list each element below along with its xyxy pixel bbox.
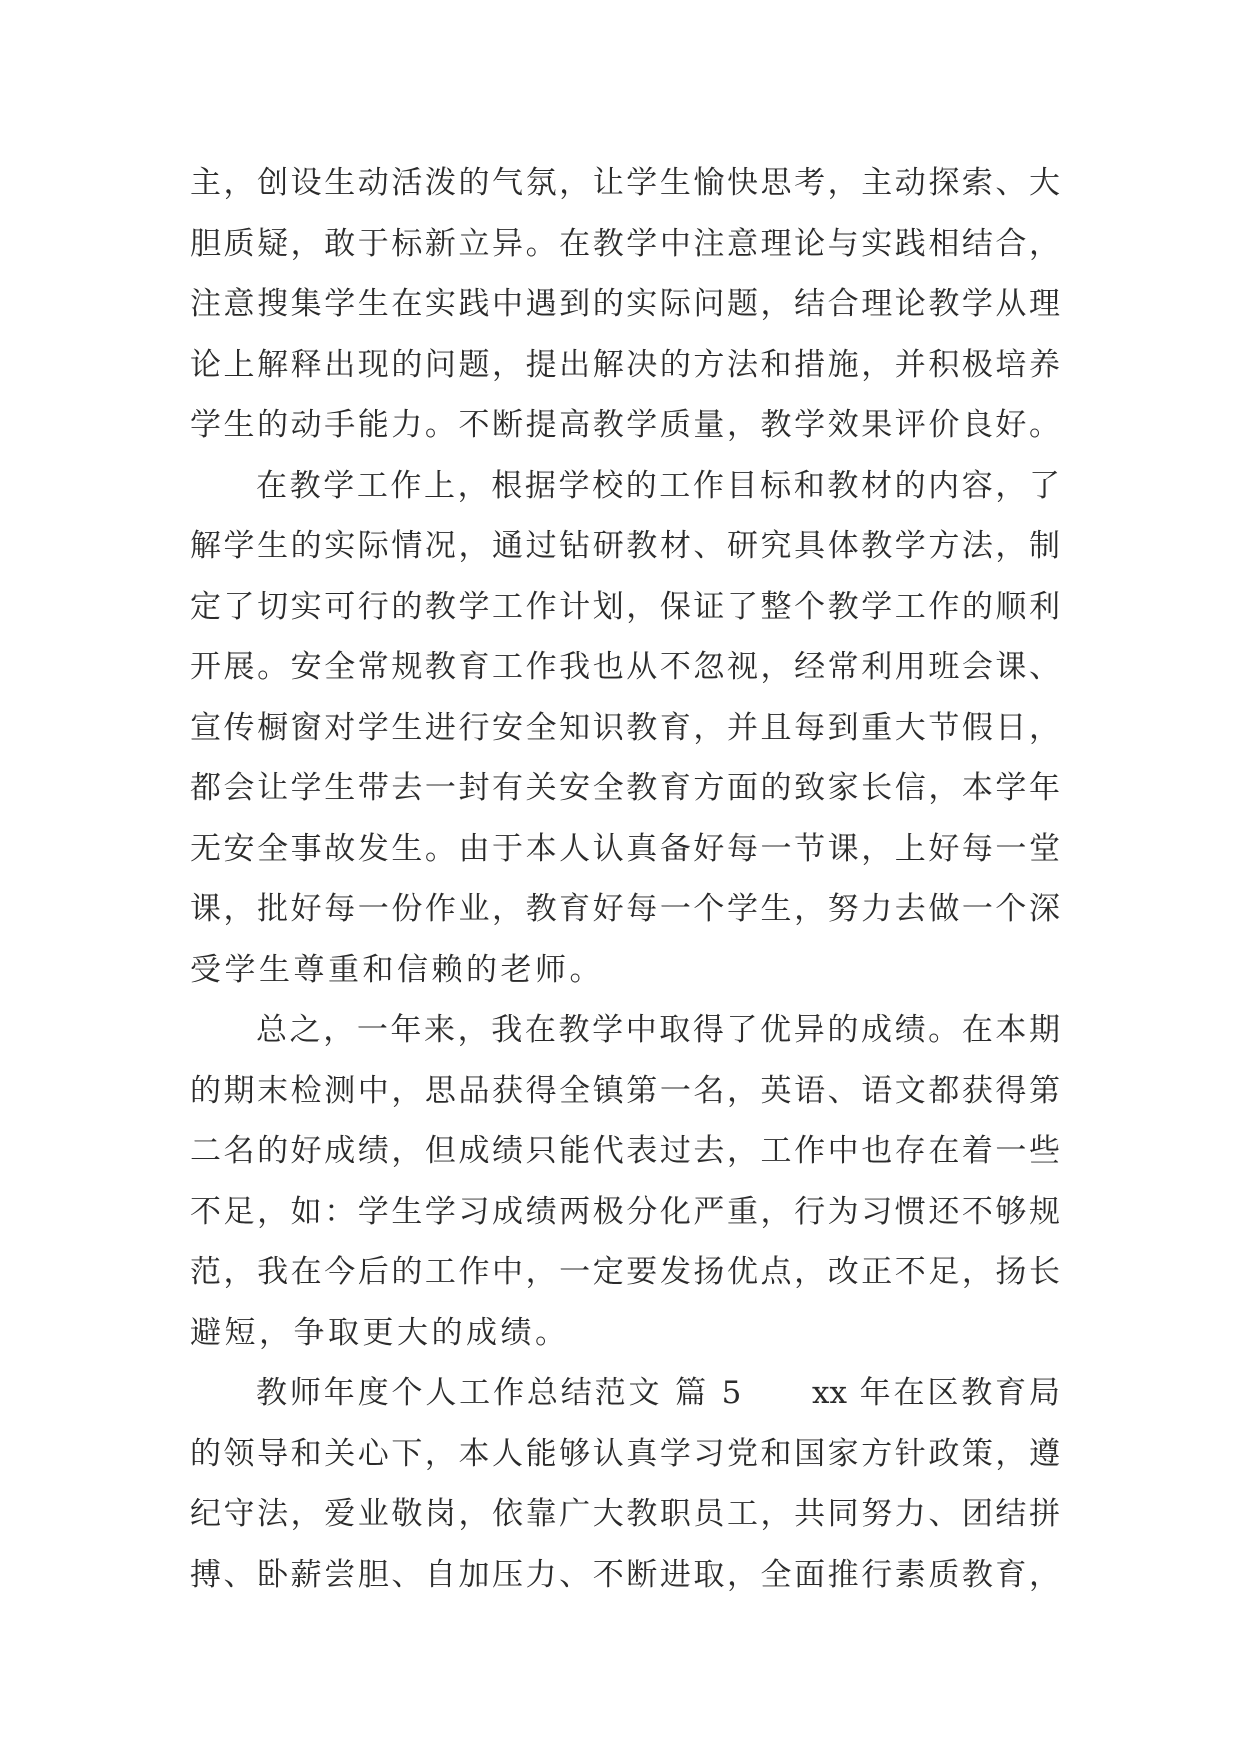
text-line: 都会让学生带去一封有关安全教育方面的致家长信，本学年 <box>190 770 1060 806</box>
text-line: 的领导和关心下，本人能够认真学习党和国家方针政策，遵 <box>190 1435 1060 1472</box>
text-line: 宣传橱窗对学生进行安全知识教育，并且每到重大节假日， <box>190 709 1060 746</box>
text-line: 注意搜集学生在实践中遇到的实际问题，结合理论教学从理 <box>190 286 1060 322</box>
text-line: 论上解释出现的问题，提出解决的方法和措施，并积极培养 <box>190 346 1060 383</box>
paragraph-first-line: 教师年度个人工作总结范文 篇 5 xx 年在区教育局 <box>256 1375 1060 1411</box>
text-line: 不足，如：学生学习成绩两极分化严重，行为习惯还不够规 <box>190 1193 1060 1230</box>
text-line: 范，我在今后的工作中，一定要发扬优点，改正不足，扬长 <box>190 1254 1060 1290</box>
text-line: 解学生的实际情况，通过钻研教材、研究具体教学方法，制 <box>190 528 1060 564</box>
paragraph-first-line: 总之，一年来，我在教学中取得了优异的成绩。在本期 <box>256 1012 1060 1048</box>
text-line: 避短，争取更大的成绩。 <box>190 1314 570 1351</box>
text-line: 搏、卧薪尝胆、自加压力、不断进取，全面推行素质教育， <box>190 1556 1060 1593</box>
text-line: 定了切实可行的教学工作计划，保证了整个教学工作的顺利 <box>190 588 1060 625</box>
text-line: 二名的好成绩，但成绩只能代表过去，工作中也存在着一些 <box>190 1133 1060 1169</box>
text-line: 学生的动手能力。不断提高教学质量，教学效果评价良好。 <box>190 407 1060 443</box>
text-line: 胆质疑，敢于标新立异。在教学中注意理论与实践相结合， <box>190 225 1060 262</box>
text-line: 的期末检测中，思品获得全镇第一名，英语、语文都获得第 <box>190 1072 1060 1109</box>
text-line: 受学生尊重和信赖的老师。 <box>190 951 604 988</box>
text-line: 课，批好每一份作业，教育好每一个学生，努力去做一个深 <box>190 891 1060 927</box>
paragraph-first-line: 在教学工作上，根据学校的工作目标和教材的内容，了 <box>256 467 1060 504</box>
text-line: 主，创设生动活泼的气氛，让学生愉快思考，主动探索、大 <box>190 165 1060 201</box>
text-line: 开展。安全常规教育工作我也从不忽视，经常利用班会课、 <box>190 649 1060 685</box>
text-line: 纪守法，爱业敬岗，依靠广大教职员工，共同努力、团结拼 <box>190 1496 1060 1532</box>
document-body <box>190 153 1060 1605</box>
text-line: 无安全事故发生。由于本人认真备好每一节课，上好每一堂 <box>190 830 1060 867</box>
